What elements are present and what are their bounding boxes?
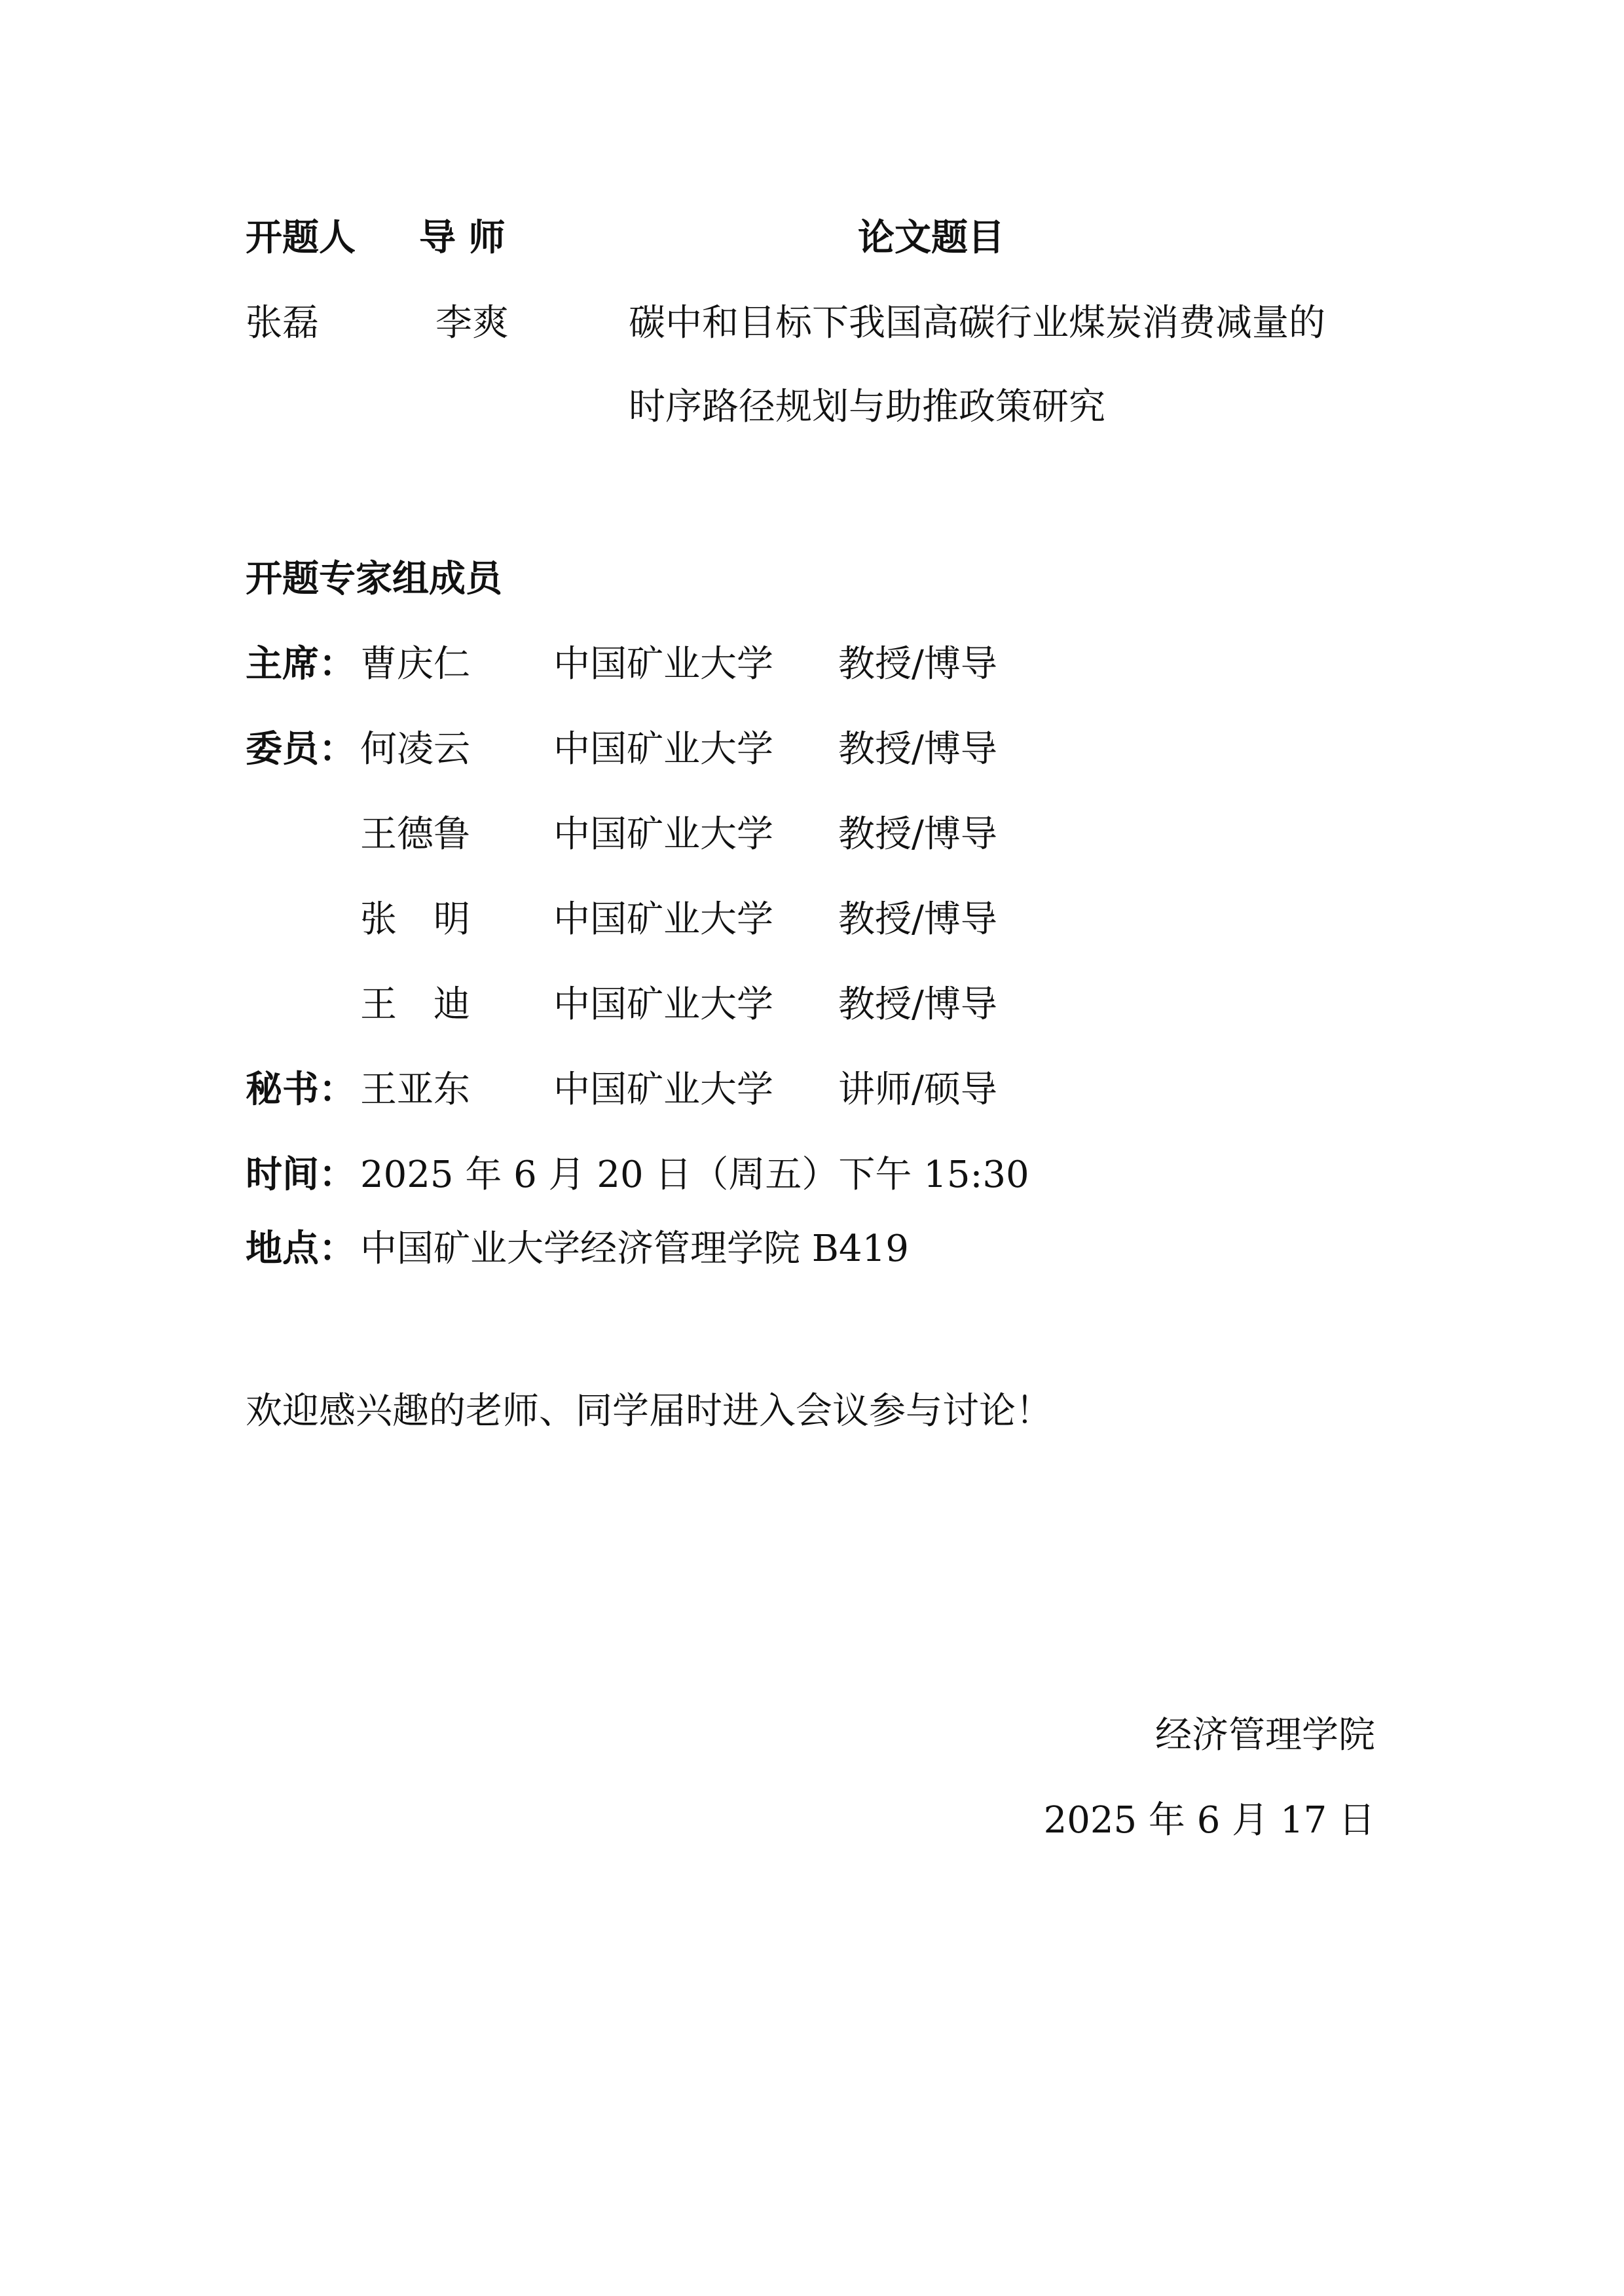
- thesis-title-line-2: 时序路径规划与助推政策研究: [629, 386, 1105, 428]
- committee-member-name: 王 迪: [360, 983, 470, 1026]
- presenter-header: 开题人: [246, 217, 356, 259]
- signature-date: 2025 年 6 月 17 日: [1043, 1799, 1375, 1842]
- secretary-label: 秘书：: [246, 1068, 356, 1111]
- advisor-header: 导 师: [419, 217, 506, 259]
- committee-member-title: 讲师/硕导: [838, 1068, 997, 1111]
- committee-member-name: 曹庆仁: [360, 643, 470, 685]
- time-value: 2025 年 6 月 20 日（周五）下午 15:30: [360, 1154, 1029, 1196]
- committee-member-name: 张 明: [360, 898, 470, 941]
- time-label: 时间：: [246, 1154, 356, 1196]
- advisor-name: 李爽: [435, 302, 509, 344]
- chair-label: 主席：: [246, 643, 356, 685]
- place-label: 地点：: [246, 1228, 356, 1270]
- committee-member-org: 中国矿业大学: [553, 728, 773, 771]
- committee-member-org: 中国矿业大学: [553, 983, 773, 1026]
- committee-member-title: 教授/博导: [838, 983, 997, 1026]
- committee-member-org: 中国矿业大学: [553, 643, 773, 685]
- committee-member-org: 中国矿业大学: [553, 1068, 773, 1111]
- committee-member-title: 教授/博导: [838, 898, 997, 941]
- committee-member-title: 教授/博导: [838, 643, 997, 685]
- committee-member-title: 教授/博导: [838, 813, 997, 856]
- committee-member-name: 王亚东: [360, 1068, 470, 1111]
- committee-member-org: 中国矿业大学: [553, 813, 773, 856]
- committee-heading: 开题专家组成员: [246, 558, 502, 600]
- thesis-title-line-1: 碳中和目标下我国高碳行业煤炭消费减量的: [629, 302, 1325, 344]
- place-value: 中国矿业大学经济管理学院 B419: [360, 1228, 909, 1270]
- committee-member-name: 王德鲁: [360, 813, 470, 856]
- thesis-title-header: 论文题目: [858, 217, 1005, 259]
- committee-member-name: 何凌云: [360, 728, 470, 771]
- member-label: 委员：: [246, 728, 356, 771]
- presenter-name: 张磊: [246, 302, 319, 344]
- committee-member-org: 中国矿业大学: [553, 898, 773, 941]
- invitation-text: 欢迎感兴趣的老师、同学届时进入会议参与讨论！: [246, 1390, 1052, 1432]
- signature-org: 经济管理学院: [1155, 1714, 1375, 1757]
- committee-member-title: 教授/博导: [838, 728, 997, 771]
